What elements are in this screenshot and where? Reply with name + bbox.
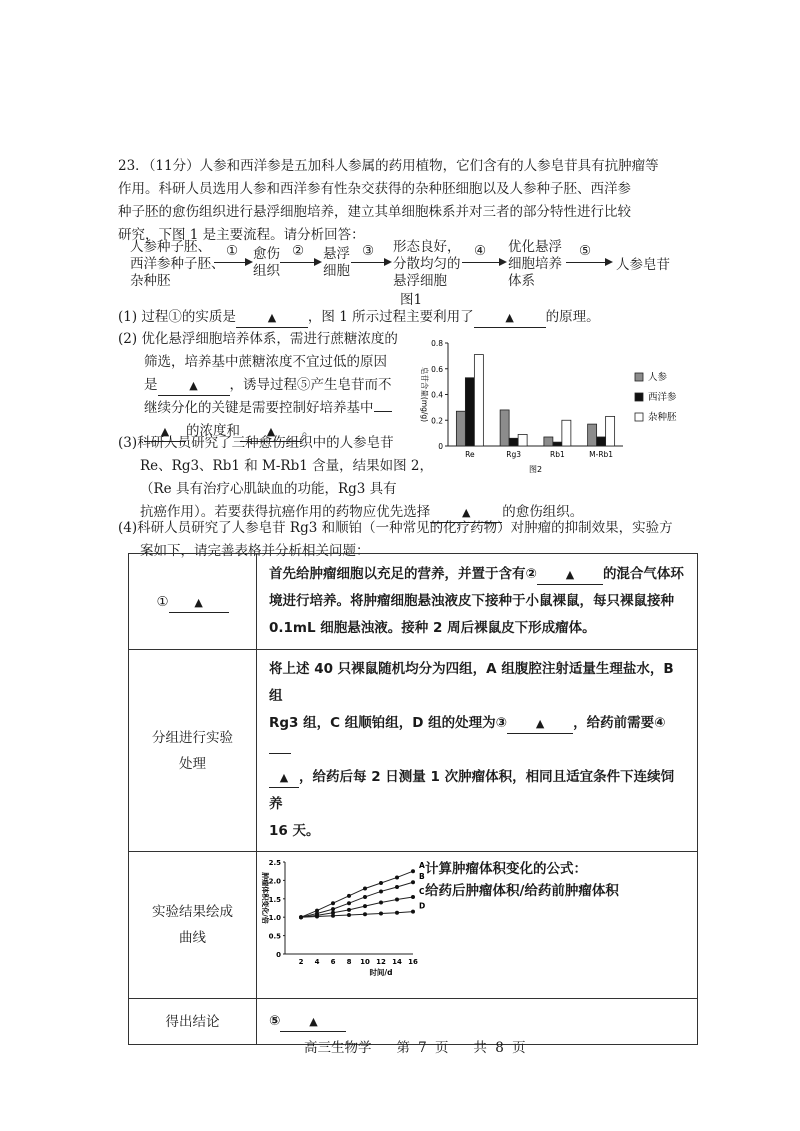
y-tick-label: 1.5 — [268, 895, 281, 904]
x-tick-label: 12 — [376, 958, 386, 966]
bar — [518, 434, 527, 446]
x-tick-label: 2 — [298, 958, 304, 966]
y-tick-label: 0 — [438, 442, 443, 451]
y-axis-label: 皂苷含量(mg/g) — [420, 366, 429, 423]
formula-title: 计算肿瘤体积变化的公式： — [425, 861, 587, 877]
flow-step-5: ⑤ — [579, 243, 592, 259]
answer-blank[interactable]: ▲ — [430, 503, 502, 523]
data-point — [315, 914, 319, 918]
flow-step-1: ① — [226, 243, 239, 259]
flow-arrow — [566, 262, 606, 263]
data-point — [331, 901, 335, 905]
answer-blank[interactable]: ▲ — [280, 1012, 346, 1032]
data-point — [411, 869, 415, 873]
y-tick-label: 2.0 — [268, 877, 281, 886]
question-4: (4)科研人员研究了人参皂苷 Rg3 和顺铂（一种常见的化疗药物）对肿瘤的抑制效果，实验方 案如下，请完善表格并分析相关问题： — [118, 520, 673, 559]
x-axis-label: 时间/d — [369, 968, 393, 977]
bar — [588, 424, 597, 446]
data-point — [363, 895, 367, 899]
experiment-table — [128, 553, 698, 1045]
series-label: D — [419, 901, 426, 911]
flow-step-4: ④ — [474, 243, 487, 259]
y-axis-label: 肿瘤体积变化/倍 — [261, 872, 269, 924]
data-point — [347, 901, 351, 905]
data-point — [363, 904, 367, 908]
y-tick-label: 1.0 — [268, 914, 281, 923]
data-point — [395, 875, 399, 879]
x-tick-label: 6 — [330, 958, 336, 966]
flow-node-optimize: 优化悬浮 细胞培养 体系 — [508, 239, 562, 289]
tumor-volume-line-chart — [257, 854, 426, 994]
answer-blank[interactable]: ▲ — [169, 593, 229, 613]
x-tick-label: 16 — [408, 958, 418, 966]
legend-swatch — [635, 373, 643, 381]
page-footer — [304, 1036, 526, 1056]
bar — [465, 378, 474, 446]
data-point — [347, 894, 351, 898]
table-row — [129, 852, 698, 999]
figure-2-caption: 图2 — [528, 465, 543, 474]
data-point — [331, 914, 335, 918]
row-label: 实验结果绘成 曲线 — [129, 852, 257, 999]
data-point — [363, 912, 367, 916]
data-point — [347, 908, 351, 912]
arrow-icon — [384, 258, 392, 266]
data-point — [379, 881, 383, 885]
answer-blank[interactable] — [269, 753, 291, 754]
row-content: 将上述 40 只裸鼠随机均分为四组，A 组腹腔注射适量生理盐水，B 组 Rg3 组，C 组顺铂组，D 组的处理为③ ▲ ，给药前需要④ ▲ ，给药后每 2 日测量 1 次肿瘤体积，相同且适宜条件下连续饲养 16 天。 — [257, 650, 698, 852]
footer-total: 共 8 页 — [473, 1040, 526, 1056]
row-label: 分组进行实验 处理 — [129, 650, 257, 852]
flow-arrow — [462, 262, 500, 263]
row-content: 首先给肿瘤细胞以充足的营养，并置于含有② ▲ 的混合气体环 境进行培养。将肿瘤细胞悬浊液皮下接种于小鼠裸鼠，每只裸鼠接种 0.1mL 细胞悬浊液。接种 2 周后裸鼠皮下形成瘤体。 — [257, 554, 698, 650]
answer-blank[interactable]: ▲ — [474, 308, 546, 328]
question-2: (2) 优化悬浮细胞培养体系，需进行蔗糖浓度的 筛选，培养基中蔗糖浓度不宜过低的原因 是 ▲ ，诱导过程⑤产生皂苷而不 继续分化的关键是需要控制好培养基中 ▲ 的浓度和 ▲ 。 — [118, 328, 398, 443]
flow-step-2: ② — [292, 243, 305, 259]
x-tick-label: Re — [465, 450, 475, 459]
answer-blank[interactable] — [374, 411, 392, 412]
row-label: 得出结论 — [129, 999, 257, 1045]
series-label: A — [419, 861, 425, 871]
table-row — [129, 650, 698, 852]
data-point — [379, 912, 383, 916]
data-point — [411, 910, 415, 914]
y-tick-label: 0.5 — [268, 932, 281, 941]
bar — [606, 416, 615, 446]
legend-swatch — [635, 393, 643, 401]
flow-arrow — [214, 262, 246, 263]
arrow-icon — [499, 258, 507, 266]
data-point — [331, 907, 335, 911]
data-point — [363, 886, 367, 890]
y-tick-label: 0.6 — [431, 364, 443, 374]
answer-blank[interactable]: ▲ — [236, 308, 308, 328]
intro-line-2: 作用。科研人员选用人参和西洋参有性杂交获得的杂种胚细胞以及人参种子胚、西洋参 — [118, 181, 631, 197]
y-tick-label: 0.2 — [431, 416, 443, 426]
bar — [456, 411, 465, 446]
y-tick-label: 0.4 — [431, 390, 443, 400]
bar — [597, 437, 606, 446]
question-1: (1) 过程①的实质是 ▲ ，图 1 所示过程主要利用了 ▲ 的原理。 — [118, 306, 600, 328]
footer-subject: 高三生物学 — [304, 1040, 372, 1056]
legend-label: 人参 — [648, 372, 668, 383]
data-point — [299, 915, 303, 919]
flow-arrow — [280, 262, 315, 263]
row-content: ⑤ ▲ — [257, 999, 698, 1045]
question-number: 23． — [118, 158, 149, 174]
formula-text: 给药后肿瘤体积/给药前肿瘤体积 — [425, 883, 619, 899]
arrow-icon — [314, 258, 322, 266]
x-tick-label: 8 — [346, 958, 352, 966]
series-label: B — [419, 872, 425, 882]
bar — [553, 442, 562, 446]
row-content — [257, 852, 698, 999]
flow-node-good-cells: 形态良好， 分散均匀的 悬浮细胞 — [393, 239, 461, 289]
figure-2-bar-chart — [410, 335, 690, 480]
arrow-icon — [605, 258, 613, 266]
y-tick-label: 0 — [276, 951, 281, 959]
bar — [474, 355, 483, 446]
x-tick-label: 10 — [360, 958, 370, 966]
answer-blank[interactable]: ▲ — [537, 565, 603, 585]
intro-line-4: 研究，下图 1 是主要流程。请分析回答： — [118, 227, 365, 243]
legend-swatch — [635, 413, 643, 421]
series-label: C — [419, 886, 425, 896]
x-tick-label: Rb1 — [550, 450, 565, 459]
table-row — [129, 554, 698, 650]
bar — [562, 420, 571, 446]
bar — [544, 437, 553, 446]
x-tick-label: Rg3 — [506, 450, 521, 459]
data-point — [411, 895, 415, 899]
x-tick-label: M-Rb1 — [589, 450, 614, 459]
flow-node-embryos: 人参种子胚、 西洋参种子胚、 杂种胚 — [130, 239, 225, 289]
x-tick-label: 14 — [392, 958, 402, 966]
row-label: ① ▲ — [129, 554, 257, 650]
x-tick-label: 4 — [314, 958, 320, 966]
question-score: （11分） — [148, 158, 200, 174]
flow-node-suspension: 悬浮 细胞 — [323, 246, 350, 279]
data-point — [379, 900, 383, 904]
intro-line-1: 人参和西洋参是五加科人参属的药用植物，它们含有的人参皂苷具有抗肿瘤等 — [199, 158, 659, 174]
bar — [509, 438, 518, 446]
data-point — [411, 880, 415, 884]
data-point — [395, 885, 399, 889]
data-point — [347, 913, 351, 917]
y-tick-label: 2.5 — [268, 859, 281, 867]
flow-arrow — [351, 262, 385, 263]
answer-blank[interactable]: ▲ — [158, 376, 230, 396]
question-3: (3)科研人员研究了三种愈伤组织中的人参皂苷 Re、Rg3、Rb1 和 M-Rb1 含量，结果如图 2， （Re 具有治疗心肌缺血的功能，Rg3 具有 抗癌作用）。若要获得抗癌作用的药物应优先选择 ▲ 的愈伤组织。 — [118, 432, 583, 524]
y-tick-label: 0.8 — [431, 339, 443, 348]
data-point — [395, 911, 399, 915]
question-intro — [118, 155, 659, 247]
flow-step-3: ③ — [362, 243, 375, 259]
intro-line-3: 种子胚的愈伤组织进行悬浮细胞培养，建立其单细胞株系并对三者的部分特性进行比较 — [118, 204, 631, 220]
flow-node-callus: 愈伤 组织 — [253, 246, 280, 279]
answer-blank[interactable]: ▲ — [507, 714, 573, 734]
arrow-icon — [245, 258, 253, 266]
footer-page: 第 7 页 — [396, 1040, 449, 1056]
figure-1-caption: 图1 — [400, 292, 423, 308]
legend-label: 杂种胚 — [648, 412, 677, 423]
answer-blank[interactable]: ▲ — [240, 422, 302, 442]
data-point — [395, 898, 399, 902]
legend-label: 西洋参 — [648, 392, 677, 403]
flow-node-saponin: 人参皂苷 — [616, 257, 670, 273]
answer-blank[interactable]: ▲ — [269, 768, 299, 788]
bar — [500, 410, 509, 446]
data-point — [379, 889, 383, 893]
answer-blank[interactable]: ▲ — [144, 422, 186, 442]
